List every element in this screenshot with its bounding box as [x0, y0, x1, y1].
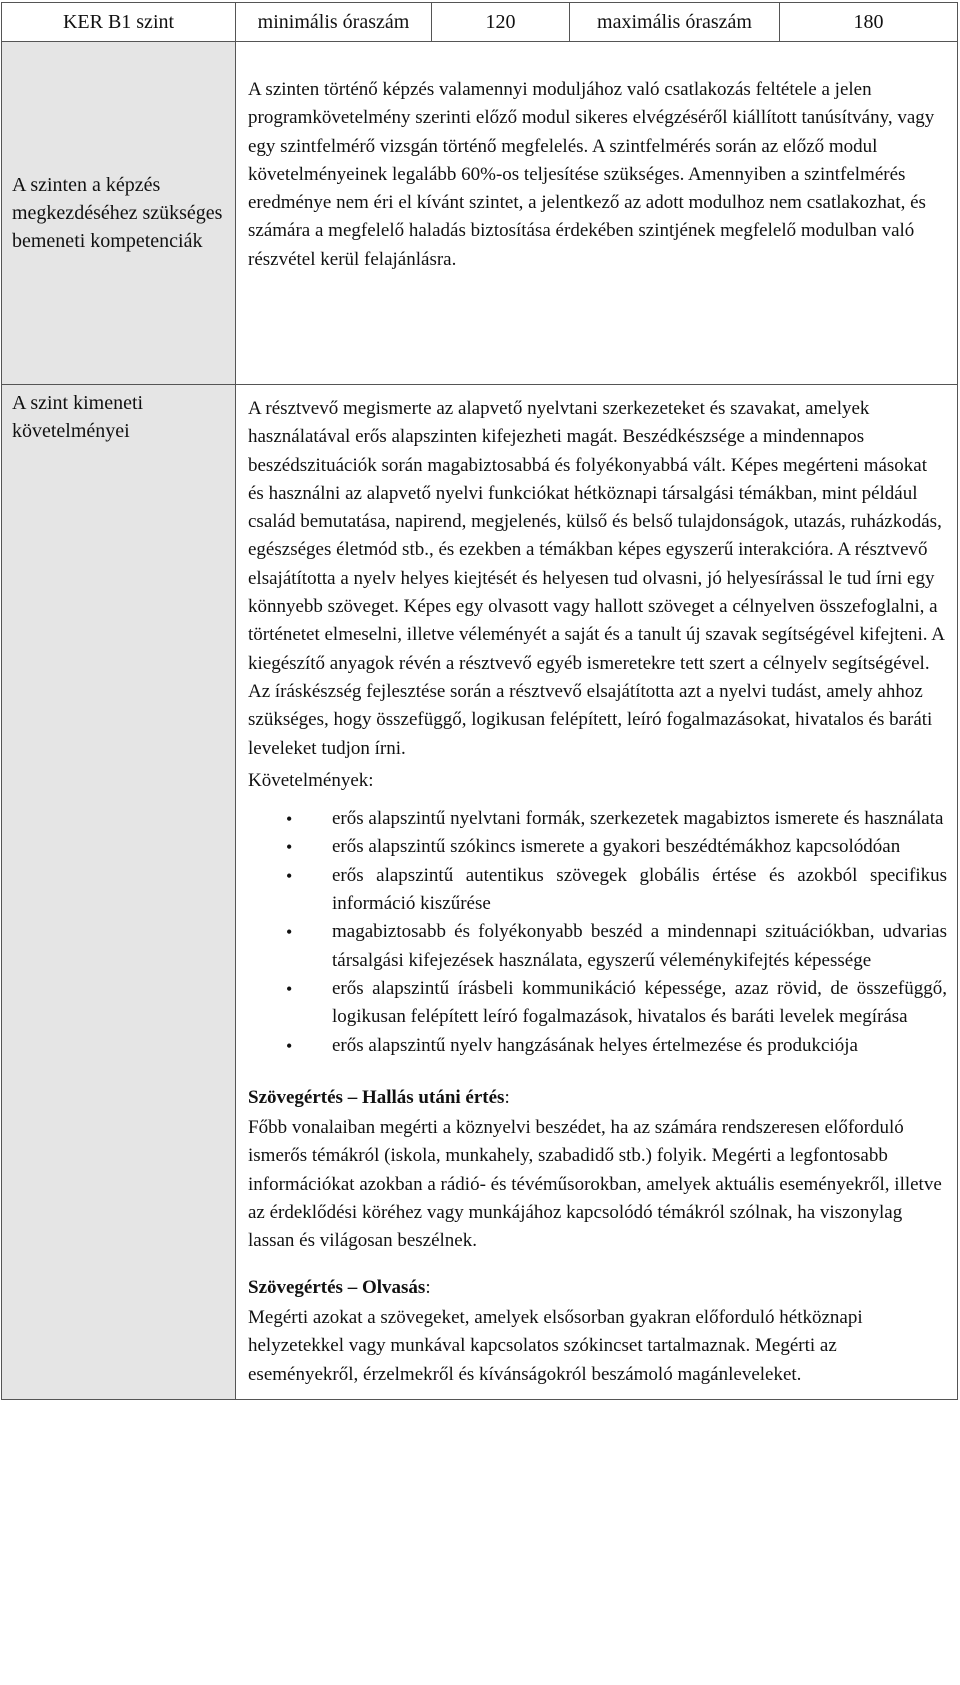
- listening-heading: [248, 1084, 947, 1112]
- entry-text: A szinten történő képzés valamennyi moduljához való csatlakozás feltétele a jelen programkövetelmény szerinti előző modul sikeres elvégzéséről kiállított tanúsítvány, vagy egy szintfelmérő vizsgán történő megfelelés. A szintfelmérés során az előző modul követelményeinek legalább 60%-os teljesítése szükséges. Amennyiben a szintfelmérés eredménye nem éri el kívánt szintet, a jelentkező az adott modulhoz nem csatlakozhat, és számára a megfelelő haladás biztosítása érdekében szintjének megfelelő modulban való részvétel kerül felajánlásra.: [248, 79, 935, 270]
- list-item-text: erős alapszintű írásbeli kommunikáció képessége, azaz rövid, de összefüggő, logikusan felépített leíró fogalmazások, hivatalos és baráti levelek megírása: [332, 977, 947, 1028]
- list-item: [284, 1032, 947, 1060]
- list-item-text: magabiztosabb és folyékonyabb beszéd a mindennapi szituációkban, udvarias társalgási kifejezések használata, egyszerű véleménykifejtés képessége: [332, 921, 947, 971]
- list-item-text: erős alapszintű autentikus szövegek globális értése és azokból specifikus információ kiszűrése: [332, 864, 947, 915]
- output-intro: A résztvevő megismerte az alapvető nyelvtani szerkezeteket és szavakat, amelyek használatával erős alapszinten kifejezheti magát. Beszédkészsége a mindennapos beszédszituációk során magabiztosabbá és folyékonyabbá vált. Képes megérteni másokat és használni az alapvető nyelvi funkciókat hétköznapi társalgási témákban, mint például család bemutatása, napirend, megjelenés, külső és belső tulajdonságok, utazás, ruházkodás, egészséges életmód stb., és ezekben a témákban képes egyszerű interakcióra. A résztvevő elsajátította a nyelv helyes kiejtését és helyesen tud olvasni, jó helyesírással le tud írni egy könnyebb szöveget. Képes egy olvasott vagy hallott szöveget a célnyelven összefoglalni, a történetet elmeselni, illetve véleményét a saját és a tanult új szavak segítségével kifejteni. A kiegészítő anyagok révén a résztvevő egyéb ismeretekre tett szert a célnyelv segítségével. Az íráskészség fejlesztése során a résztvevő elsajátította azt a nyelvi tudást, amely ahhoz szükséges, hogy összefüggő, logikusan felépített, leíró fogalmazásokat, hivatalos és baráti leveleket tudjon írni.: [248, 398, 944, 759]
- max-hours-value: 180: [780, 3, 958, 42]
- requirements-table: [1, 2, 958, 1400]
- reading-text: Megérti azokat a szövegeket, amelyek elsősorban gyakran előforduló hétköznapi helyzetekkel vagy munkával kapcsolatos szókincset tartalmaznak. Megérti az eseményekről, érzelmekről és kívánságokról beszámoló magánleveleket.: [248, 1306, 863, 1385]
- list-item-text: erős alapszintű nyelvtani formák, szerkezetek magabiztos ismerete és használata: [332, 808, 944, 830]
- level-cell: KER B1 szint: [2, 3, 236, 42]
- listening-colon: :: [504, 1086, 510, 1108]
- entry-label: A szinten a képzés megkezdéséhez szükséges bemeneti kompetenciák: [12, 174, 223, 252]
- list-item-text: erős alapszintű szókincs ismerete a gyakori beszédtémákhoz kapcsolódóan: [332, 836, 901, 858]
- max-hours-label: maximális óraszám: [570, 3, 780, 42]
- bullet-icon: •: [286, 837, 293, 858]
- list-item: [284, 833, 947, 861]
- list-item: [284, 918, 947, 975]
- entry-row: [2, 42, 958, 385]
- entry-text-cell: [236, 42, 958, 385]
- header-row: [2, 3, 958, 42]
- entry-label-cell: [2, 42, 236, 385]
- requirements-label: Követelmények:: [248, 769, 374, 791]
- document-page: [1, 2, 957, 1400]
- list-item: [284, 805, 947, 833]
- output-label: A szint kimeneti követelményei: [12, 392, 144, 442]
- listening-title: Szövegértés – Hallás utáni értés: [248, 1086, 505, 1108]
- list-item-text: erős alapszintű nyelv hangzásának helyes értelmezése és produkciója: [332, 1034, 858, 1056]
- min-hours-label: minimális óraszám: [236, 3, 432, 42]
- list-item: [284, 975, 947, 1032]
- bullet-icon: •: [286, 922, 293, 943]
- requirements-list: [248, 805, 947, 1060]
- reading-title: Szövegértés – Olvasás: [248, 1276, 426, 1298]
- list-item: [284, 862, 947, 919]
- output-row: [2, 385, 958, 1400]
- reading-heading: [248, 1274, 947, 1302]
- listening-text: Főbb vonalaiban megérti a köznyelvi beszédet, ha az számára rendszeresen előforduló ismerős témákról (iskola, munkahely, szabadidő stb.) folyik. Megérti a legfontosabb információkat azokban a rádió- és tévéműsorokban, amelyek aktuális eseményekről, illetve az érdeklődési köréhez vagy munkájához kapcsolódó témákról szólnak, ha viszonylag lassan és világosan beszélnek.: [248, 1117, 942, 1252]
- min-hours-value: 120: [432, 3, 570, 42]
- output-label-cell: [2, 385, 236, 1400]
- output-text-cell: [236, 385, 958, 1400]
- bullet-icon: •: [286, 865, 293, 886]
- bullet-icon: •: [286, 1035, 293, 1056]
- reading-colon: :: [425, 1276, 431, 1298]
- bullet-icon: •: [286, 809, 293, 830]
- bullet-icon: •: [286, 978, 293, 999]
